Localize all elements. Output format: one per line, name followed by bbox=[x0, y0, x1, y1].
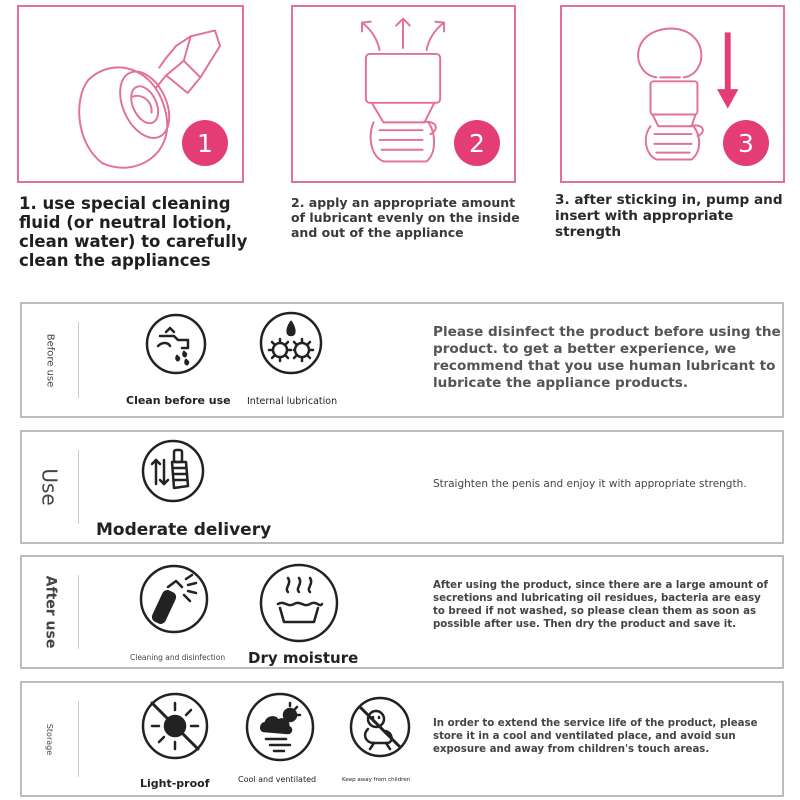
after-use-section bbox=[20, 555, 784, 669]
keep-away-children-caption: Keep away from children bbox=[342, 777, 411, 783]
before-use-section bbox=[20, 302, 784, 418]
spray-disinfect-icon bbox=[138, 563, 210, 635]
section-divider bbox=[78, 701, 79, 777]
use-section bbox=[20, 430, 784, 544]
storage-section bbox=[20, 681, 784, 797]
hand-up-down-arrows-icon bbox=[140, 438, 206, 504]
cool-ventilated-caption: Cool and ventilated bbox=[238, 775, 317, 784]
gears-oil-drop-icon bbox=[258, 310, 324, 376]
before-use-label: Before use bbox=[44, 333, 56, 387]
storage-description: In order to extend the service life of the product, please store it in a cool and ventilated place, and avoid sun exposure and away from children's touch areas. bbox=[433, 718, 758, 755]
after-use-label: After use bbox=[42, 575, 58, 649]
step-3-number-badge: 3 bbox=[723, 120, 769, 166]
step-2-number-badge: 2 bbox=[454, 120, 500, 166]
section-divider bbox=[78, 450, 79, 524]
dry-moisture-caption: Dry moisture bbox=[248, 649, 359, 667]
step-3-text: 3. after sticking in, pump and insert with appropriate strength bbox=[555, 192, 783, 240]
steam-basin-icon bbox=[258, 562, 340, 644]
step-1-number-badge: 1 bbox=[182, 120, 228, 166]
moderate-delivery-caption: Moderate delivery bbox=[96, 520, 272, 540]
light-proof-caption: Light-proof bbox=[140, 777, 210, 790]
faucet-water-icon bbox=[144, 312, 208, 376]
step-1-text: 1. use special cleaning fluid (or neutral lotion, clean water) to carefully clean the appliances bbox=[19, 194, 248, 270]
no-sun-icon bbox=[140, 691, 210, 761]
after-use-description: After using the product, since there are a large amount of secretions and lubricating oil residues, bacteria are easy to breed if not washed, so please clean them as soon as possible after use. Then dry the product and save it. bbox=[433, 580, 768, 630]
step-2-panel bbox=[291, 5, 516, 183]
use-description: Straighten the penis and enjoy it with appropriate strength. bbox=[433, 478, 747, 490]
internal-lubrication-caption: Internal lubrication bbox=[247, 396, 338, 407]
cleaning-disinfection-caption: Cleaning and disinfection bbox=[130, 653, 226, 662]
section-divider bbox=[78, 322, 79, 398]
no-baby-icon bbox=[348, 695, 412, 759]
cloud-wind-icon bbox=[244, 691, 316, 763]
before-use-description: Please disinfect the product before using the product. to get a better experience, we recommend that you use human lubricant to lubricate the appliance products. bbox=[433, 324, 781, 391]
storage-label: Storage bbox=[45, 723, 55, 755]
section-divider bbox=[78, 575, 79, 649]
step-2-text: 2. apply an appropriate amount of lubricant evenly on the inside and out of the appliance bbox=[291, 195, 520, 240]
step-1-panel bbox=[17, 5, 244, 183]
step-3-panel bbox=[560, 5, 785, 183]
use-label: Use bbox=[38, 468, 62, 506]
clean-before-use-caption: Clean before use bbox=[126, 394, 231, 407]
